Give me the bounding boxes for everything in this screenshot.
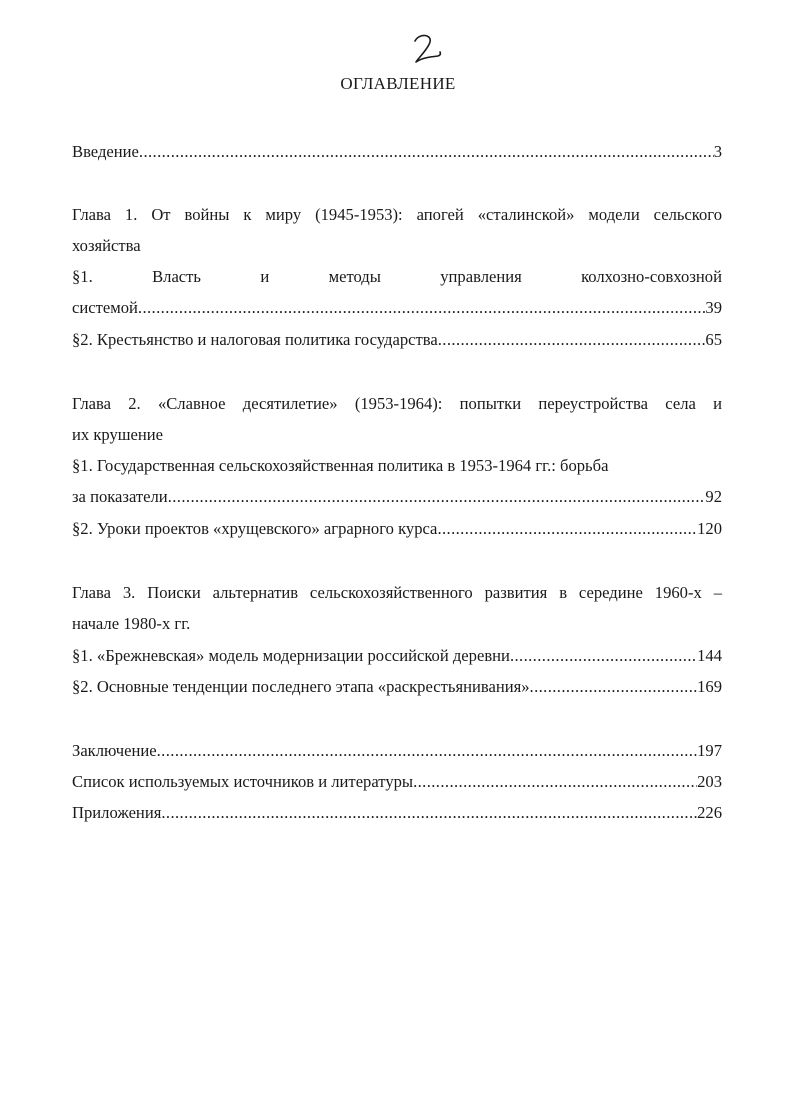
handwritten-two-icon [408, 32, 448, 68]
chapter3-section2 [72, 677, 722, 697]
toc-entry-label: Приложения [72, 803, 162, 822]
toc-entry-label: Заключение [72, 741, 157, 760]
toc-dot-leader [510, 646, 697, 666]
toc-entry-conclusion [72, 741, 722, 761]
chapter2-title-text: Глава 2. «Славное десятилетие» (1953-1964): попытки переустройства села и [72, 394, 722, 413]
toc-dot-leader [413, 772, 697, 792]
chapter1-title-line2: хозяйства [72, 236, 141, 255]
toc-title: ОГЛАВЛЕНИЕ [340, 74, 456, 93]
toc-entry-label: за показатели [72, 487, 168, 506]
section-word: §1. [72, 267, 93, 286]
toc-entry-introduction [72, 142, 722, 162]
toc-entry-page: 169 [697, 677, 722, 696]
toc-entry-page: 65 [705, 330, 722, 349]
chapter3-title-line1 [72, 583, 722, 603]
toc-entry-label: §1. «Брежневская» модель модернизации российской деревни [72, 646, 510, 665]
chapter1-title-text: Глава 1. От войны к миру (1945-1953): апогей «сталинской» модели сельского [72, 205, 722, 224]
toc-dot-leader [139, 142, 714, 162]
toc-entry-sources [72, 772, 722, 792]
chapter2-section2 [72, 519, 722, 539]
toc-entry-label: Введение [72, 142, 139, 161]
handwritten-page-number [408, 32, 448, 68]
chapter3-title-text: Глава 3. Поиски альтернатив сельскохозяйственного развития в середине 1960-х – [72, 583, 722, 602]
chapter3-title-line2: начале 1980-х гг. [72, 614, 191, 633]
chapter1-section1-line1 [72, 267, 722, 287]
section-word: управления [440, 267, 522, 286]
toc-dot-leader [530, 677, 698, 697]
chapter3-section1 [72, 646, 722, 666]
section-word: колхозно-совхозной [581, 267, 722, 286]
toc-entry-page: 39 [705, 298, 722, 317]
toc-entry-page: 92 [705, 487, 722, 506]
chapter1-section1-line2 [72, 298, 722, 318]
toc-entry-appendices [72, 803, 722, 823]
toc-entry-label: §2. Уроки проектов «хрущевского» аграрного курса [72, 519, 438, 538]
section-word: методы [328, 267, 381, 286]
toc-entry-label: §2. Основные тенденции последнего этапа «раскрестьянивания» [72, 677, 530, 696]
section-word: Власть [152, 267, 201, 286]
toc-dot-leader [138, 298, 706, 318]
toc-dot-leader [437, 519, 697, 539]
toc-entry-label: Список используемых источников и литературы [72, 772, 414, 791]
chapter1-section2 [72, 330, 722, 350]
chapter2-title-line1 [72, 394, 722, 414]
chapter1-title-line1 [72, 205, 722, 225]
section-word: и [260, 267, 270, 286]
toc-entry-label: §2. Крестьянство и налоговая политика государства [72, 330, 438, 349]
toc-dot-leader [168, 487, 706, 507]
toc-entry-page: 144 [697, 646, 722, 665]
toc-entry-page: 203 [697, 772, 722, 791]
chapter2-section1-line1: §1. Государственная сельскохозяйственная политика в 1953-1964 гг.: борьба [72, 456, 609, 475]
toc-dot-leader [157, 741, 697, 761]
toc-entry-page: 3 [713, 142, 722, 161]
toc-entry-page: 226 [697, 803, 722, 822]
chapter2-section1-line2 [72, 487, 722, 507]
chapter2-title-line2: их крушение [72, 425, 164, 444]
toc-entry-label: системой [72, 298, 138, 317]
toc-entry-page: 197 [697, 741, 722, 760]
toc-dot-leader [438, 330, 706, 350]
toc-dot-leader [161, 803, 697, 823]
toc-entry-page: 120 [697, 519, 722, 538]
